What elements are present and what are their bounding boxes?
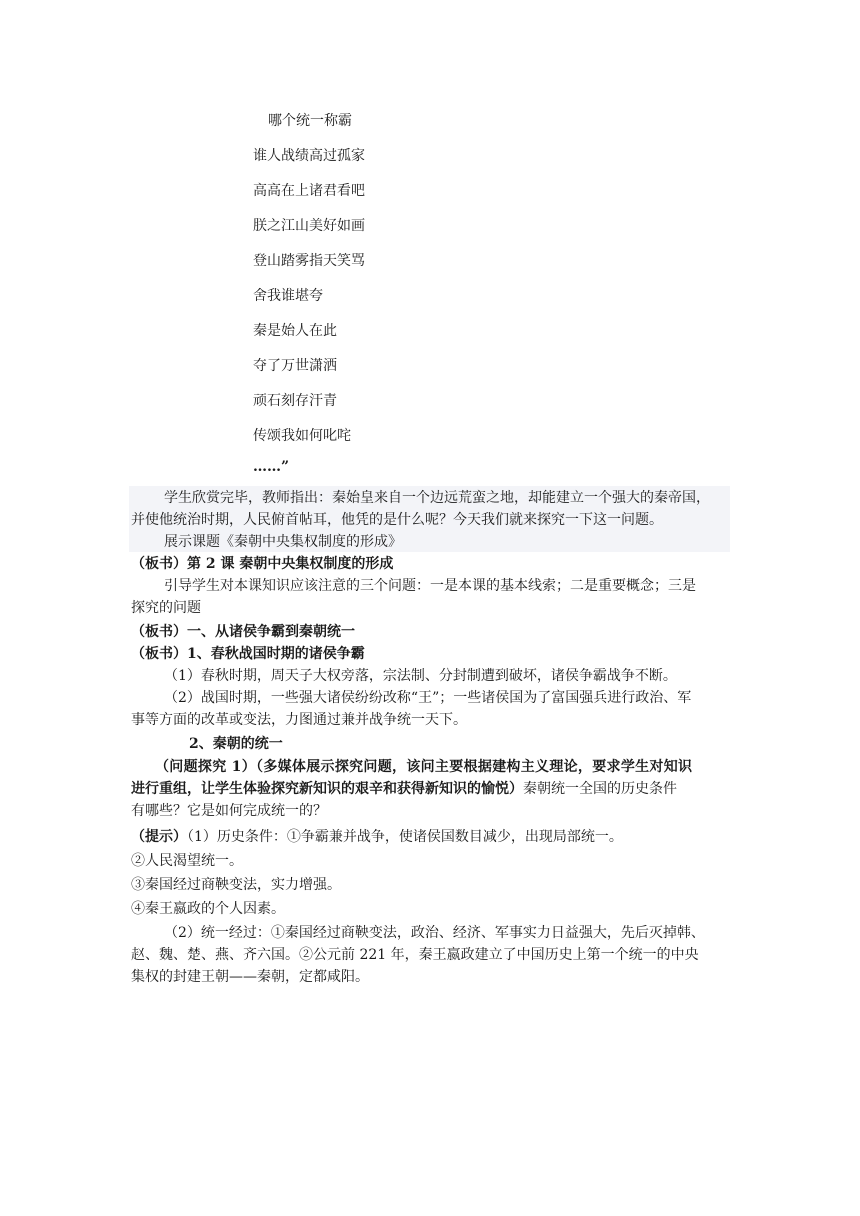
hint-line: ④秦王嬴政的个人因素。 xyxy=(131,901,285,917)
section-heading-text: 一、从诸侯争霸到秦朝统一 xyxy=(187,624,355,640)
subsection-heading xyxy=(131,644,365,664)
lesson-title-text: 第 2 课 秦朝中央集权制度的形成 xyxy=(187,556,394,572)
poem-line: 登山踏雾指天笑骂 xyxy=(253,253,365,269)
intro-paragraph-line: 并使他统治时期，人民俯首帖耳，他凭的是什么呢？今天我们就来探究一下这一问题。 xyxy=(131,512,663,528)
point-line: 事等方面的改革或变法，力图通过兼并战争统一天下。 xyxy=(131,712,467,728)
hint-line xyxy=(131,827,623,847)
hint-text: （1）历史条件：①争霸兼并战争，使诸侯国数目减少，出现局部统一。 xyxy=(187,829,623,845)
intro-paragraph-line: 学生欣赏完毕，教师指出：秦始皇来自一个边远荒蛮之地，却能建立一个强大的秦帝国， xyxy=(164,490,710,506)
poem-line: 朕之江山美好如画 xyxy=(253,218,365,234)
hint-prefix: （提示） xyxy=(131,829,187,845)
inquiry-line: （问题探究 1）（多媒体展示探究问题，该问主要根据建构主义理论，要求学生对知识 xyxy=(155,759,693,775)
hint-line: ②人民渴望统一。 xyxy=(131,853,243,869)
poem-line: 谁人战绩高过孤家 xyxy=(253,148,365,164)
poem-line: 夺了万世潇洒 xyxy=(253,358,337,374)
intro-paragraph-line: 展示课题《秦朝中央集权制度的形成》 xyxy=(164,534,402,550)
guide-paragraph-line: 引导学生对本课知识应该注意的三个问题：一是本课的基本线索；二是重要概念；三是 xyxy=(164,578,696,594)
poem-line: 顽石刻存汗青 xyxy=(253,393,337,409)
board-prefix: （板书） xyxy=(131,556,187,572)
subsection-heading-text: 1、春秋战国时期的诸侯争霸 xyxy=(187,646,365,662)
poem-ellipsis: ……” xyxy=(253,459,290,475)
poem-line: 舍我谁堪夸 xyxy=(253,288,323,304)
subsection-heading: 2、秦朝的统一 xyxy=(189,736,283,752)
poem-line: 哪个统一称霸 xyxy=(268,113,352,129)
board-prefix: （板书） xyxy=(131,624,187,640)
point-line: （2）战国时期，一些强大诸侯纷纷改称“王”；一些诸侯国为了富国强兵进行政治、军 xyxy=(164,690,692,706)
hint-line: 赵、魏、楚、燕、齐六国。②公元前 221 年，秦王嬴政建立了中国历史上第一个统一的中央 xyxy=(131,947,699,963)
inquiry-line: 有哪些？它是如何完成统一的？ xyxy=(131,803,327,819)
section-heading xyxy=(131,622,355,642)
poem-line: 秦是始人在此 xyxy=(253,323,337,339)
poem-line: 高高在上诸君看吧 xyxy=(253,183,365,199)
hint-line: 集权的封建王朝——秦朝，定都咸阳。 xyxy=(131,969,369,985)
hint-line: ③秦国经过商鞅变法，实力增强。 xyxy=(131,877,341,893)
guide-paragraph-line: 探究的问题 xyxy=(131,600,201,616)
poem-line: 传颂我如何叱咤 xyxy=(253,428,351,444)
hint-line: （2）统一经过：①秦国经过商鞅变法，政治、经济、军事实力日益强大，先后灭掉韩、 xyxy=(164,925,705,941)
inquiry-question-text: 秦朝统一全国的历史条件 xyxy=(523,781,677,797)
point-line: （1）春秋时期，周天子大权旁落，宗法制、分封制遭到破坏，诸侯争霸战争不断。 xyxy=(164,668,677,684)
lesson-title xyxy=(131,554,393,574)
inquiry-line xyxy=(131,779,677,799)
inquiry-bold-text: 进行重组，让学生体验探究新知识的艰辛和获得新知识的愉悦） xyxy=(131,781,523,797)
board-prefix: （板书） xyxy=(131,646,187,662)
